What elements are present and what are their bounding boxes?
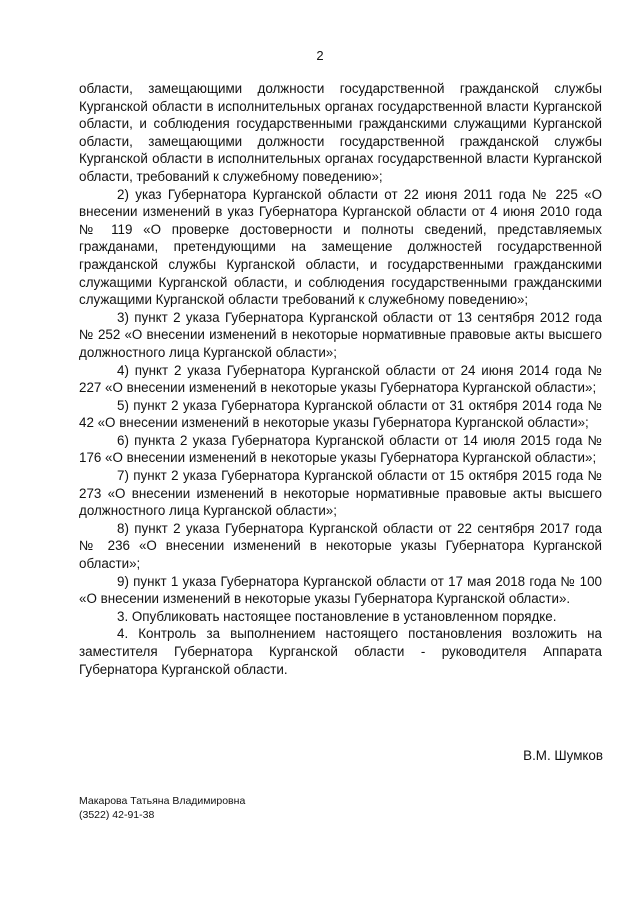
paragraph-item-8: 8) пункт 2 указа Губернатора Курганской области от 22 сентября 2017 года № 236 «О внесении изменений в некоторые указы Губернатора Курганской области»; [79, 520, 602, 572]
executor-phone: (3522) 42-91-38 [79, 808, 155, 821]
document-body [79, 80, 602, 678]
paragraph-continuation: области, замещающими должности государственной гражданской службы Курганской области в исполнительных органах государственной власти Курганской области, и соблюдения государственными гражданскими служащими Курганской области, замещающими должности государственной гражданской службы Курганской области в исполнительных органах государственной власти Курганской области, требований к служебному поведению»; [79, 81, 602, 184]
signature-name: В.М. Шумков [523, 748, 603, 763]
executor-info [79, 795, 245, 822]
paragraph-clause-4: 4. Контроль за выполнением настоящего постановления возложить на заместителя Губернатора Курганской области - руководителя Аппарата Губернатора Курганской области. [79, 626, 602, 677]
paragraph-item-5: 5) пункт 2 указа Губернатора Курганской области от 31 октября 2014 года № 42 «О внесении изменений в некоторые указы Губернатора Курганской области»; [79, 397, 602, 431]
paragraph-item-6: 6) пункта 2 указа Губернатора Курганской области от 14 июля 2015 года № 176 «О внесении изменений в некоторые указы Губернатора Курганской области»; [79, 432, 602, 466]
paragraph-item-2: 2) указ Губернатора Курганской области от 22 июня 2011 года № 225 «О внесении изменений в указ Губернатора Курганской области от 4 июня 2010 года № 119 «О проверке достоверности и полноты сведений, представляемых гражданами, претендующими на замещение должностей государственной гражданской службы Курганской области, и государственными гражданскими служащими Курганской области, и соблюдения государственными гражданскими служащими Курганской области требований к служебному поведению»; [79, 186, 602, 308]
executor-name: Макарова Татьяна Владимировна [79, 795, 246, 807]
paragraph-item-7: 7) пункт 2 указа Губернатора Курганской области от 15 октября 2015 года № 273 «О внесении изменений в некоторые нормативные правовые акты высшего должностного лица Курганской области»; [79, 468, 602, 519]
page-number: 2 [316, 48, 324, 63]
paragraph-item-4: 4) пункт 2 указа Губернатора Курганской области от 24 июня 2014 года № 227 «О внесении изменений в некоторые указы Губернатора Курганской области»; [79, 362, 602, 396]
paragraph-clause-3: 3. Опубликовать настоящее постановление в установленном порядке. [117, 608, 557, 624]
paragraph-item-3: 3) пункт 2 указа Губернатора Курганской области от 13 сентября 2012 года № 252 «О внесении изменений в некоторые нормативные правовые акты высшего должностного лица Курганской области»; [79, 309, 602, 360]
paragraph-item-9: 9) пункт 1 указа Губернатора Курганской области от 17 мая 2018 года № 100 «О внесении изменений в некоторые указы Губернатора Курганской области». [79, 573, 602, 607]
